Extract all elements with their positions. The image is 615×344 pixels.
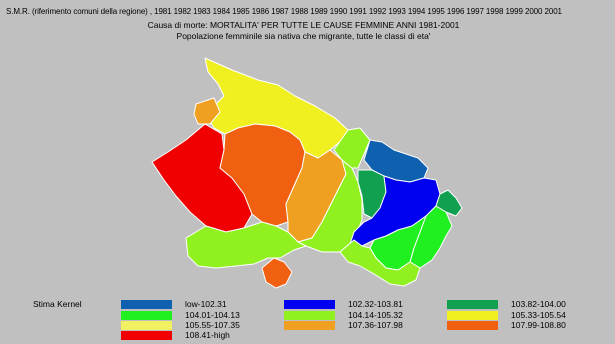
header-line-2: Causa di morte: MORTALITA' PER TUTTE LE CAUSE FEMMINE ANNI 1981-2001 [147,20,460,30]
legend-item [121,320,240,330]
legend-swatch [121,311,172,320]
legend-label: 102.32-103.81 [348,299,403,309]
legend-label: 105.33-105.54 [511,310,566,320]
legend-label: 103.82-104.00 [511,299,566,309]
legend-item [447,299,566,309]
legend-item [447,310,566,320]
legend-swatch [284,311,335,320]
legend-label: 108.41-high [185,330,230,340]
legend-swatch [284,300,335,309]
legend-swatch [121,331,172,340]
legend-item [121,310,240,320]
legend-item [447,320,566,330]
legend-swatch [284,321,335,330]
legend-label: 107.99-108.80 [511,320,566,330]
legend-swatch [447,321,498,330]
legend-label: 105.55-107.35 [185,320,240,330]
legend-label: 107.36-107.98 [348,320,403,330]
legend-title: Stima Kernel [33,299,82,309]
legend-item [284,320,403,330]
legend-item [121,299,227,309]
region-south-orange[interactable] [262,258,292,288]
legend-item [121,330,230,340]
legend-item [284,299,403,309]
legend-label: 104.14-105.32 [348,310,403,320]
legend-label: low-102.31 [185,299,227,309]
legend-swatch [121,300,172,309]
legend-swatch [447,300,498,309]
legend-label: 104.01-104.13 [185,310,240,320]
header-line-1: S.M.R. (riferimento comuni della regione) , 1981 1982 1983 1984 1985 1986 1987 1988 1989 1990 1991 1992 1993 1994 1995 1996 1997 1998 1999 2000 2001 [6,7,562,16]
legend-item [284,310,403,320]
legend-swatch [121,321,172,330]
header-line-3: Popolazione femminile sia nativa che migrante, tutte le classi di eta' [176,31,431,41]
legend-swatch [447,311,498,320]
